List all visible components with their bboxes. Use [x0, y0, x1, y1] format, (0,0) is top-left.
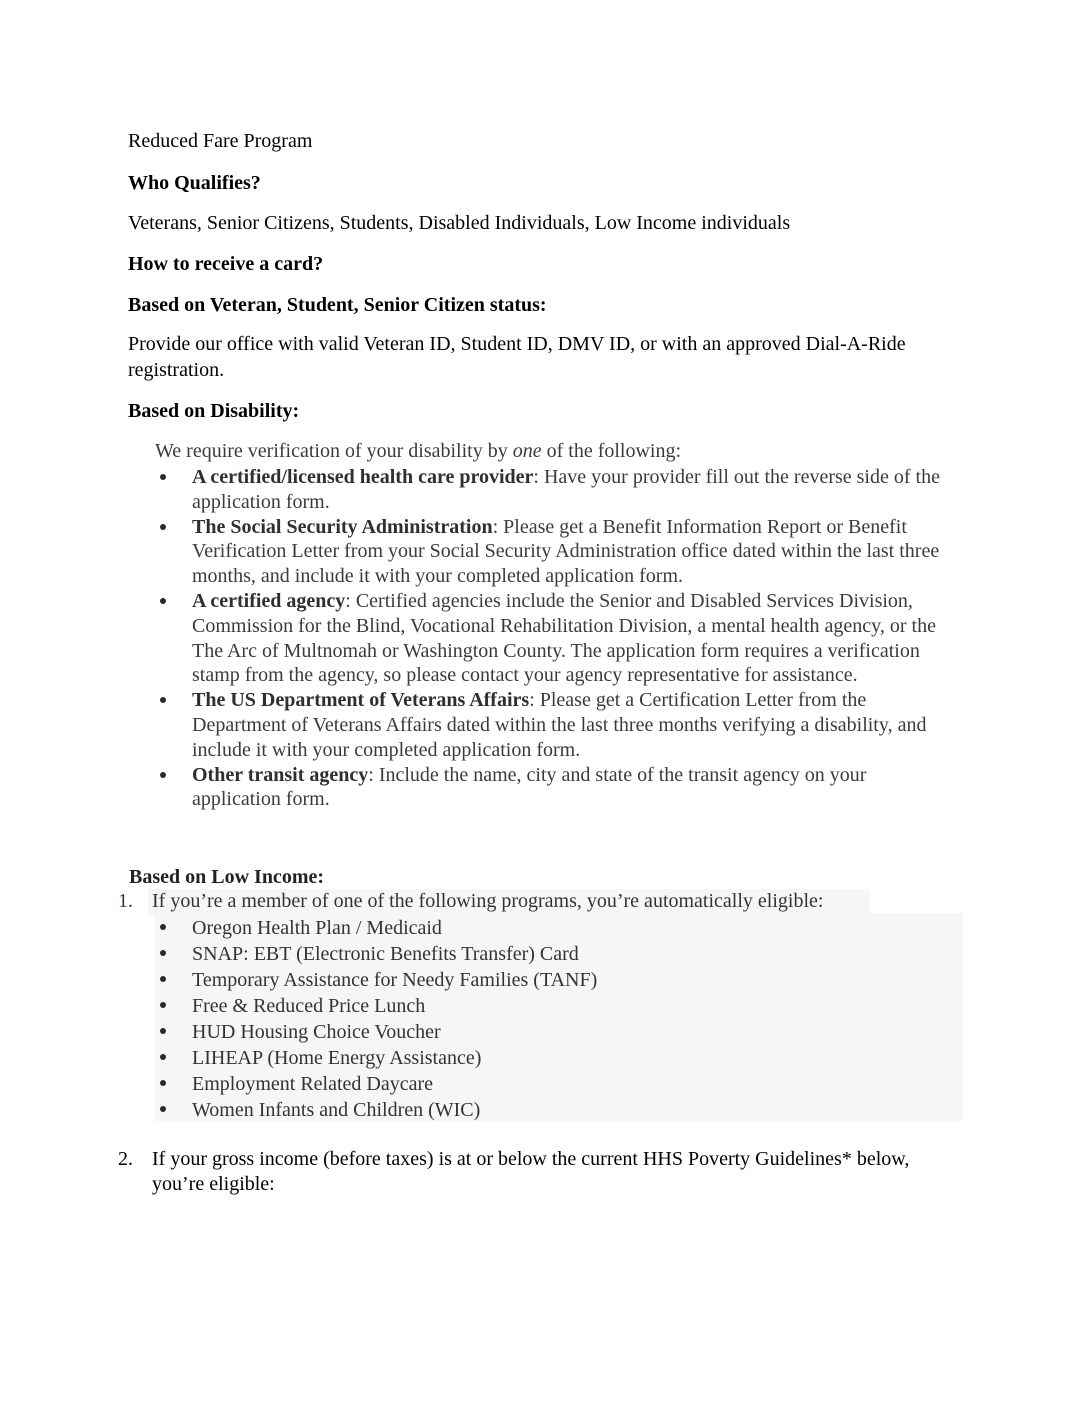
item-text: : Certified agencies include the Senior and Disabled Services Division, Commission for the Blind, Vocational Rehabilitation Division, a mental health agency, or the The Arc of Multnomah or Washington County. The application form requires a verification stamp from the agency, so please contact your agency representative for assistance.	[192, 589, 936, 687]
item-text: : Please get a Certification Letter from the Department of Veterans Affairs dated within the last three months verifying a disability, and include it with your completed application form.	[192, 689, 927, 761]
program-name: Women Infants and Children (WIC)	[192, 1099, 481, 1121]
item-number: 2.	[118, 1148, 133, 1170]
how-to-receive-heading: How to receive a card?	[128, 253, 324, 275]
list-item	[160, 515, 960, 589]
item-text: : Include the name, city and state of the transit agency on your application form.	[192, 763, 867, 811]
bullet-icon	[160, 1080, 166, 1086]
item-text: If your gross income (before taxes) is at or below the current HHS Poverty Guidelines* below, you’re eligible:	[152, 1148, 910, 1195]
program-name: LIHEAP (Home Energy Assistance)	[192, 1047, 482, 1069]
who-qualifies-heading: Who Qualifies?	[128, 172, 261, 194]
disability-intro	[155, 439, 681, 464]
bullet-icon	[160, 1054, 166, 1060]
item-label: The Social Security Administration	[192, 515, 493, 538]
list-item	[160, 763, 960, 813]
bullet-icon	[160, 772, 166, 778]
list-item	[160, 967, 597, 993]
low-income-heading: Based on Low Income:	[129, 866, 325, 888]
bullet-icon	[160, 924, 166, 930]
program-name: Employment Related Daycare	[192, 1073, 434, 1095]
list-item	[160, 1019, 597, 1045]
program-name: Temporary Assistance for Needy Families (TANF)	[192, 969, 598, 991]
item-label: The US Department of Veterans Affairs	[192, 689, 530, 712]
eligible-programs-list	[160, 915, 597, 1123]
list-item	[160, 993, 597, 1019]
bullet-icon	[160, 474, 166, 480]
bullet-icon	[160, 524, 166, 530]
list-item	[160, 465, 960, 515]
bullet-icon	[160, 1002, 166, 1008]
item-label: A certified agency	[192, 589, 346, 612]
bullet-icon	[160, 598, 166, 604]
list-item	[160, 941, 597, 967]
numbered-item-2	[118, 1147, 938, 1197]
status-section-heading: Based on Veteran, Student, Senior Citizen status:	[128, 294, 547, 316]
disability-section-heading: Based on Disability:	[128, 400, 300, 422]
status-section-text: Provide our office with valid Veteran ID, Student ID, DMV ID, or with an approved Dial-A-Ride registration.	[128, 333, 906, 381]
list-item	[160, 915, 597, 941]
program-name: Oregon Health Plan / Medicaid	[192, 917, 442, 939]
program-name: Free & Reduced Price Lunch	[192, 995, 426, 1017]
item-label: A certified/licensed health care provider	[192, 466, 534, 488]
numbered-item-1	[118, 889, 823, 914]
bullet-icon	[160, 697, 166, 703]
intro-emphasis: one	[512, 440, 542, 462]
who-qualifies-text: Veterans, Senior Citizens, Students, Disabled Individuals, Low Income individuals	[128, 212, 791, 234]
list-item	[160, 589, 960, 688]
program-name: SNAP: EBT (Electronic Benefits Transfer) Card	[192, 943, 579, 965]
bullet-icon	[160, 1028, 166, 1034]
list-item	[160, 1097, 597, 1123]
intro-before: We require verification of your disability by	[155, 440, 513, 462]
item-label: Other transit agency	[192, 763, 369, 786]
list-item	[160, 1045, 597, 1071]
list-item	[160, 688, 960, 762]
bullet-icon	[160, 976, 166, 982]
list-item	[160, 1071, 597, 1097]
item-text: : Have your provider fill out the reverse side of the application form.	[192, 466, 940, 513]
item-text: If you’re a member of one of the following programs, you’re automatically eligible:	[152, 890, 824, 912]
document-title: Reduced Fare Program	[128, 130, 313, 152]
bullet-icon	[160, 1106, 166, 1112]
bullet-icon	[160, 950, 166, 956]
item-text: : Please get a Benefit Information Report or Benefit Verification Letter from your Social Security Administration office dated within the last three months, and include it with your completed application form.	[192, 515, 940, 588]
disability-verification-list	[160, 465, 960, 812]
item-number: 1.	[118, 890, 133, 912]
intro-after: of the following:	[541, 440, 682, 462]
program-name: HUD Housing Choice Voucher	[192, 1021, 441, 1043]
